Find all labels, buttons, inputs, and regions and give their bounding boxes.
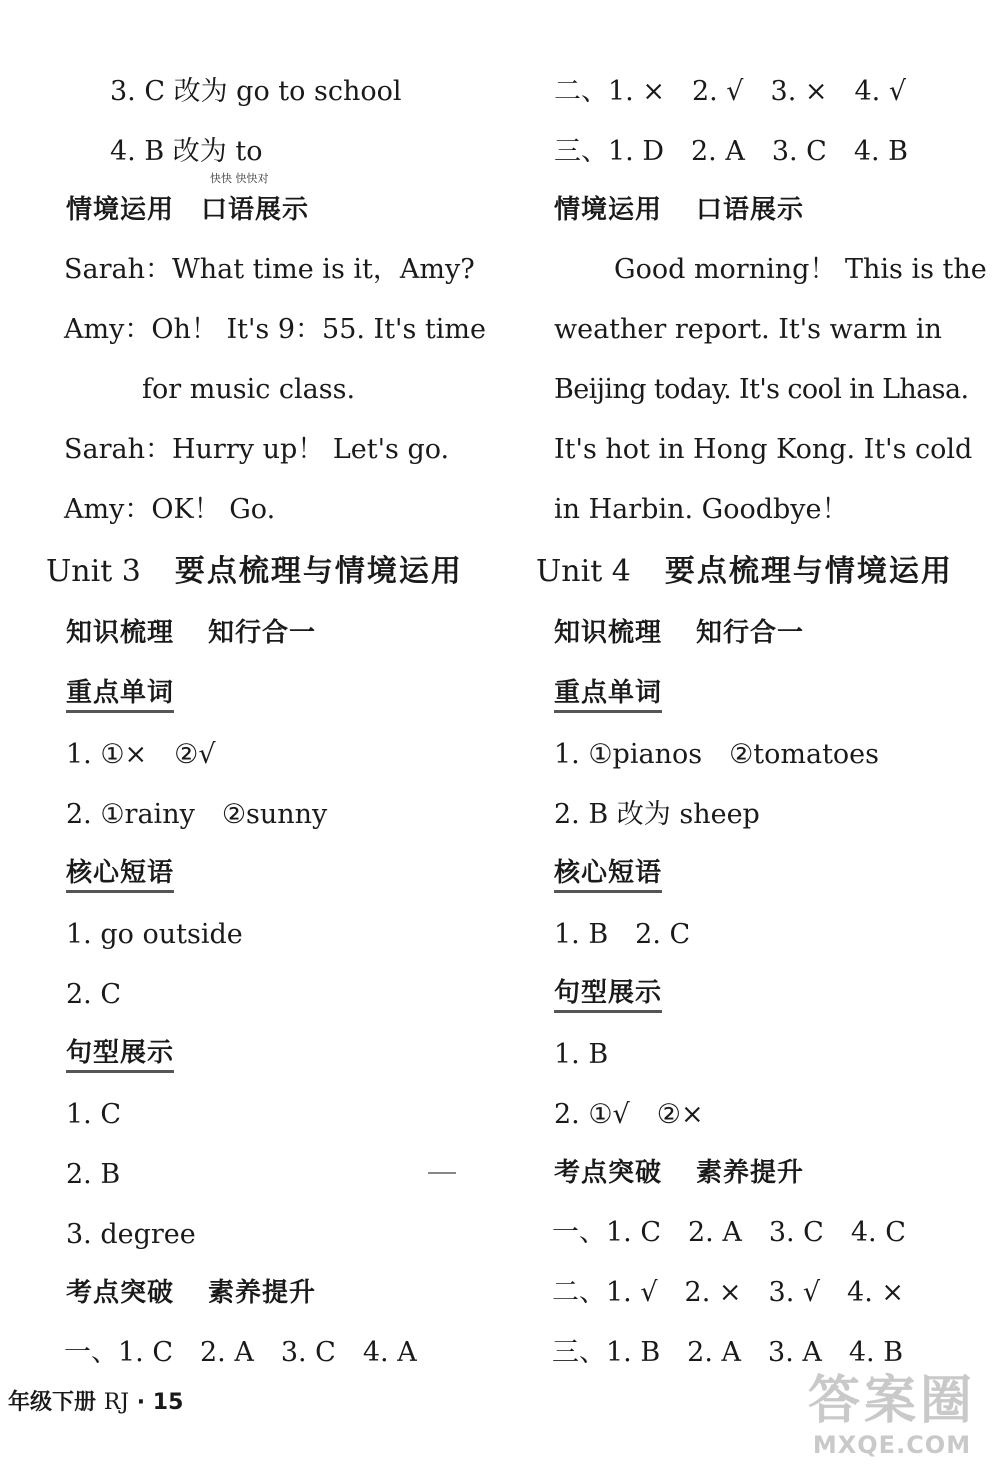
handwritten-note: 快快 快快对 [210,172,269,185]
watermark-logo [792,1370,992,1462]
section-heading-oral: 情境运用 口语展示 [66,195,310,225]
report-line: weather report. It's warm in [554,314,942,345]
footer-grade: 年级下册 [8,1390,97,1415]
answer-line: 三、1. B 2. A 3. A 4. B [552,1337,904,1368]
section-heading-oral: 情境运用 口语展示 [554,195,805,225]
dialogue-line: Sarah：What time is it，Amy? [64,254,475,285]
subheading-sentence: 句型展示 [66,1038,174,1073]
report-line: in Harbin. Goodbye！ [554,494,849,525]
subheading-sentence-wrap [66,1033,174,1073]
dialogue-line: for music class. [142,374,356,405]
answer-line: 3. C 改为 go to school [110,76,402,107]
dialogue-line: Sarah：Hurry up！ Let's go. [64,434,450,465]
answer-line: 1. B [554,1039,609,1070]
page-number: 15 [152,1390,184,1415]
answer-line: 1. ①pianos ②tomatoes [554,739,880,770]
subheading-phrase-wrap [554,853,662,893]
subheading-vocab-wrap [554,673,662,713]
dialogue-line: Amy：OK！ Go. [64,494,276,525]
unit-4-title [536,550,953,594]
subheading-vocab: 重点单词 [554,678,662,713]
page-footer [8,1386,183,1420]
footer-edition: RJ [103,1390,130,1415]
answer-line: 4. B 改为 to [110,136,263,167]
report-line: It's hot in Hong Kong. It's cold [554,434,973,465]
stray-mark [428,1172,456,1174]
subheading-vocab: 重点单词 [66,678,174,713]
watermark-main: 答案圈 [807,1371,976,1431]
answer-line: 2. ①√ ②× [554,1099,704,1130]
unit-label: Unit 4 [536,554,631,589]
report-line: Beijing today. It's cool in Lhasa. [554,374,969,405]
answer-line: 1. C [66,1099,122,1130]
dialogue-line: Amy：Oh！ It's 9：55. It's time [64,314,486,345]
answer-line: 一、1. C 2. A 3. C 4. C [552,1217,906,1248]
answer-line: 二、1. √ 2. × 3. √ 4. × [552,1277,905,1308]
answer-line: 2. B [66,1159,121,1190]
unit-heading: 要点梳理与情境运用 [174,554,463,589]
unit-heading: 要点梳理与情境运用 [664,554,953,589]
section-heading-knowledge: 知识梳理 知行合一 [66,618,317,648]
subheading-vocab-wrap [66,673,174,713]
answer-line: 2. ①rainy ②sunny [66,799,328,830]
subheading-phrase: 核心短语 [554,858,662,893]
answer-line: 1. go outside [66,919,243,950]
watermark-sub: MXQE.COM [812,1431,972,1459]
unit-3-title [46,550,463,594]
subheading-sentence: 句型展示 [554,978,662,1013]
answer-line: 2. B 改为 sheep [554,799,760,830]
subheading-phrase-wrap [66,853,174,893]
subheading-sentence-wrap [554,973,662,1013]
unit-label: Unit 3 [46,554,141,589]
answer-line: 一、1. C 2. A 3. C 4. A [64,1337,417,1368]
answer-line: 二、1. × 2. √ 3. × 4. √ [554,76,907,107]
footer-dot: · [136,1390,146,1415]
answer-line: 2. C [66,979,122,1010]
section-heading-knowledge: 知识梳理 知行合一 [554,618,805,648]
answer-line: 三、1. D 2. A 3. C 4. B [554,136,909,167]
subheading-phrase: 核心短语 [66,858,174,893]
section-heading-exam: 考点突破 素养提升 [66,1278,317,1308]
answer-line: 1. ①× ②√ [66,739,216,770]
section-heading-exam: 考点突破 素养提升 [554,1158,805,1188]
answer-line: 3. degree [66,1219,196,1250]
report-line: Good morning！ This is the [614,254,987,285]
answer-line: 1. B 2. C [554,919,691,950]
